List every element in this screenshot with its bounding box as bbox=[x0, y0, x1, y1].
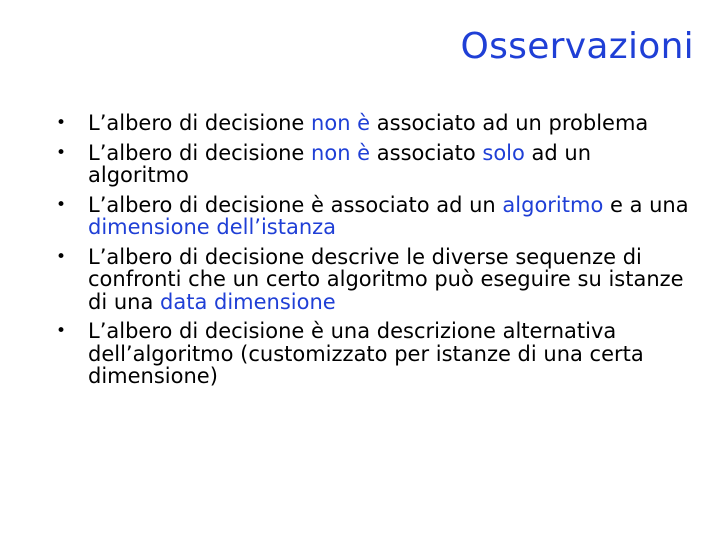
highlighted-text: dimensione dell’istanza bbox=[88, 215, 337, 239]
bullet-text: L’albero di decisione bbox=[88, 111, 312, 135]
highlighted-text: data dimensione bbox=[160, 289, 336, 314]
bullet-item bbox=[50, 194, 690, 239]
bullet-dot: • bbox=[56, 142, 67, 163]
bullet-item bbox=[50, 112, 690, 135]
bullet-list bbox=[50, 112, 690, 395]
bullet-text: L’albero di decisione è associato ad un bbox=[88, 192, 503, 217]
bullet-dot: • bbox=[56, 194, 67, 215]
bullet-text: L’albero di decisione è una descrizione alternativa dell’algoritmo (customizzato per istanze di una certa dimensione) bbox=[88, 319, 644, 388]
bullet-text: ad un algoritmo bbox=[88, 140, 592, 187]
bullet-dot: • bbox=[56, 113, 67, 133]
bullet-item bbox=[50, 320, 690, 388]
slide-title: Osservazioni bbox=[460, 26, 694, 67]
bullet-text: associato bbox=[370, 140, 483, 165]
highlighted-text: non è bbox=[311, 111, 371, 135]
highlighted-text: solo bbox=[482, 140, 525, 165]
bullet-dot: • bbox=[56, 321, 67, 341]
bullet-text: L’albero di decisione descrive le diverse sequenze di confronti che un certo algoritmo può eseguire su istanze di una bbox=[88, 244, 684, 314]
bullet-dot: • bbox=[56, 246, 67, 267]
bullet-text: L’albero di decisione bbox=[88, 140, 312, 165]
bullet-item bbox=[50, 246, 690, 314]
highlighted-text: algoritmo bbox=[502, 192, 604, 217]
bullet-text: e a una bbox=[603, 192, 689, 217]
highlighted-text: non è bbox=[311, 140, 371, 165]
bullet-text: associato ad un problema bbox=[370, 111, 649, 135]
bullet-item bbox=[50, 142, 690, 187]
